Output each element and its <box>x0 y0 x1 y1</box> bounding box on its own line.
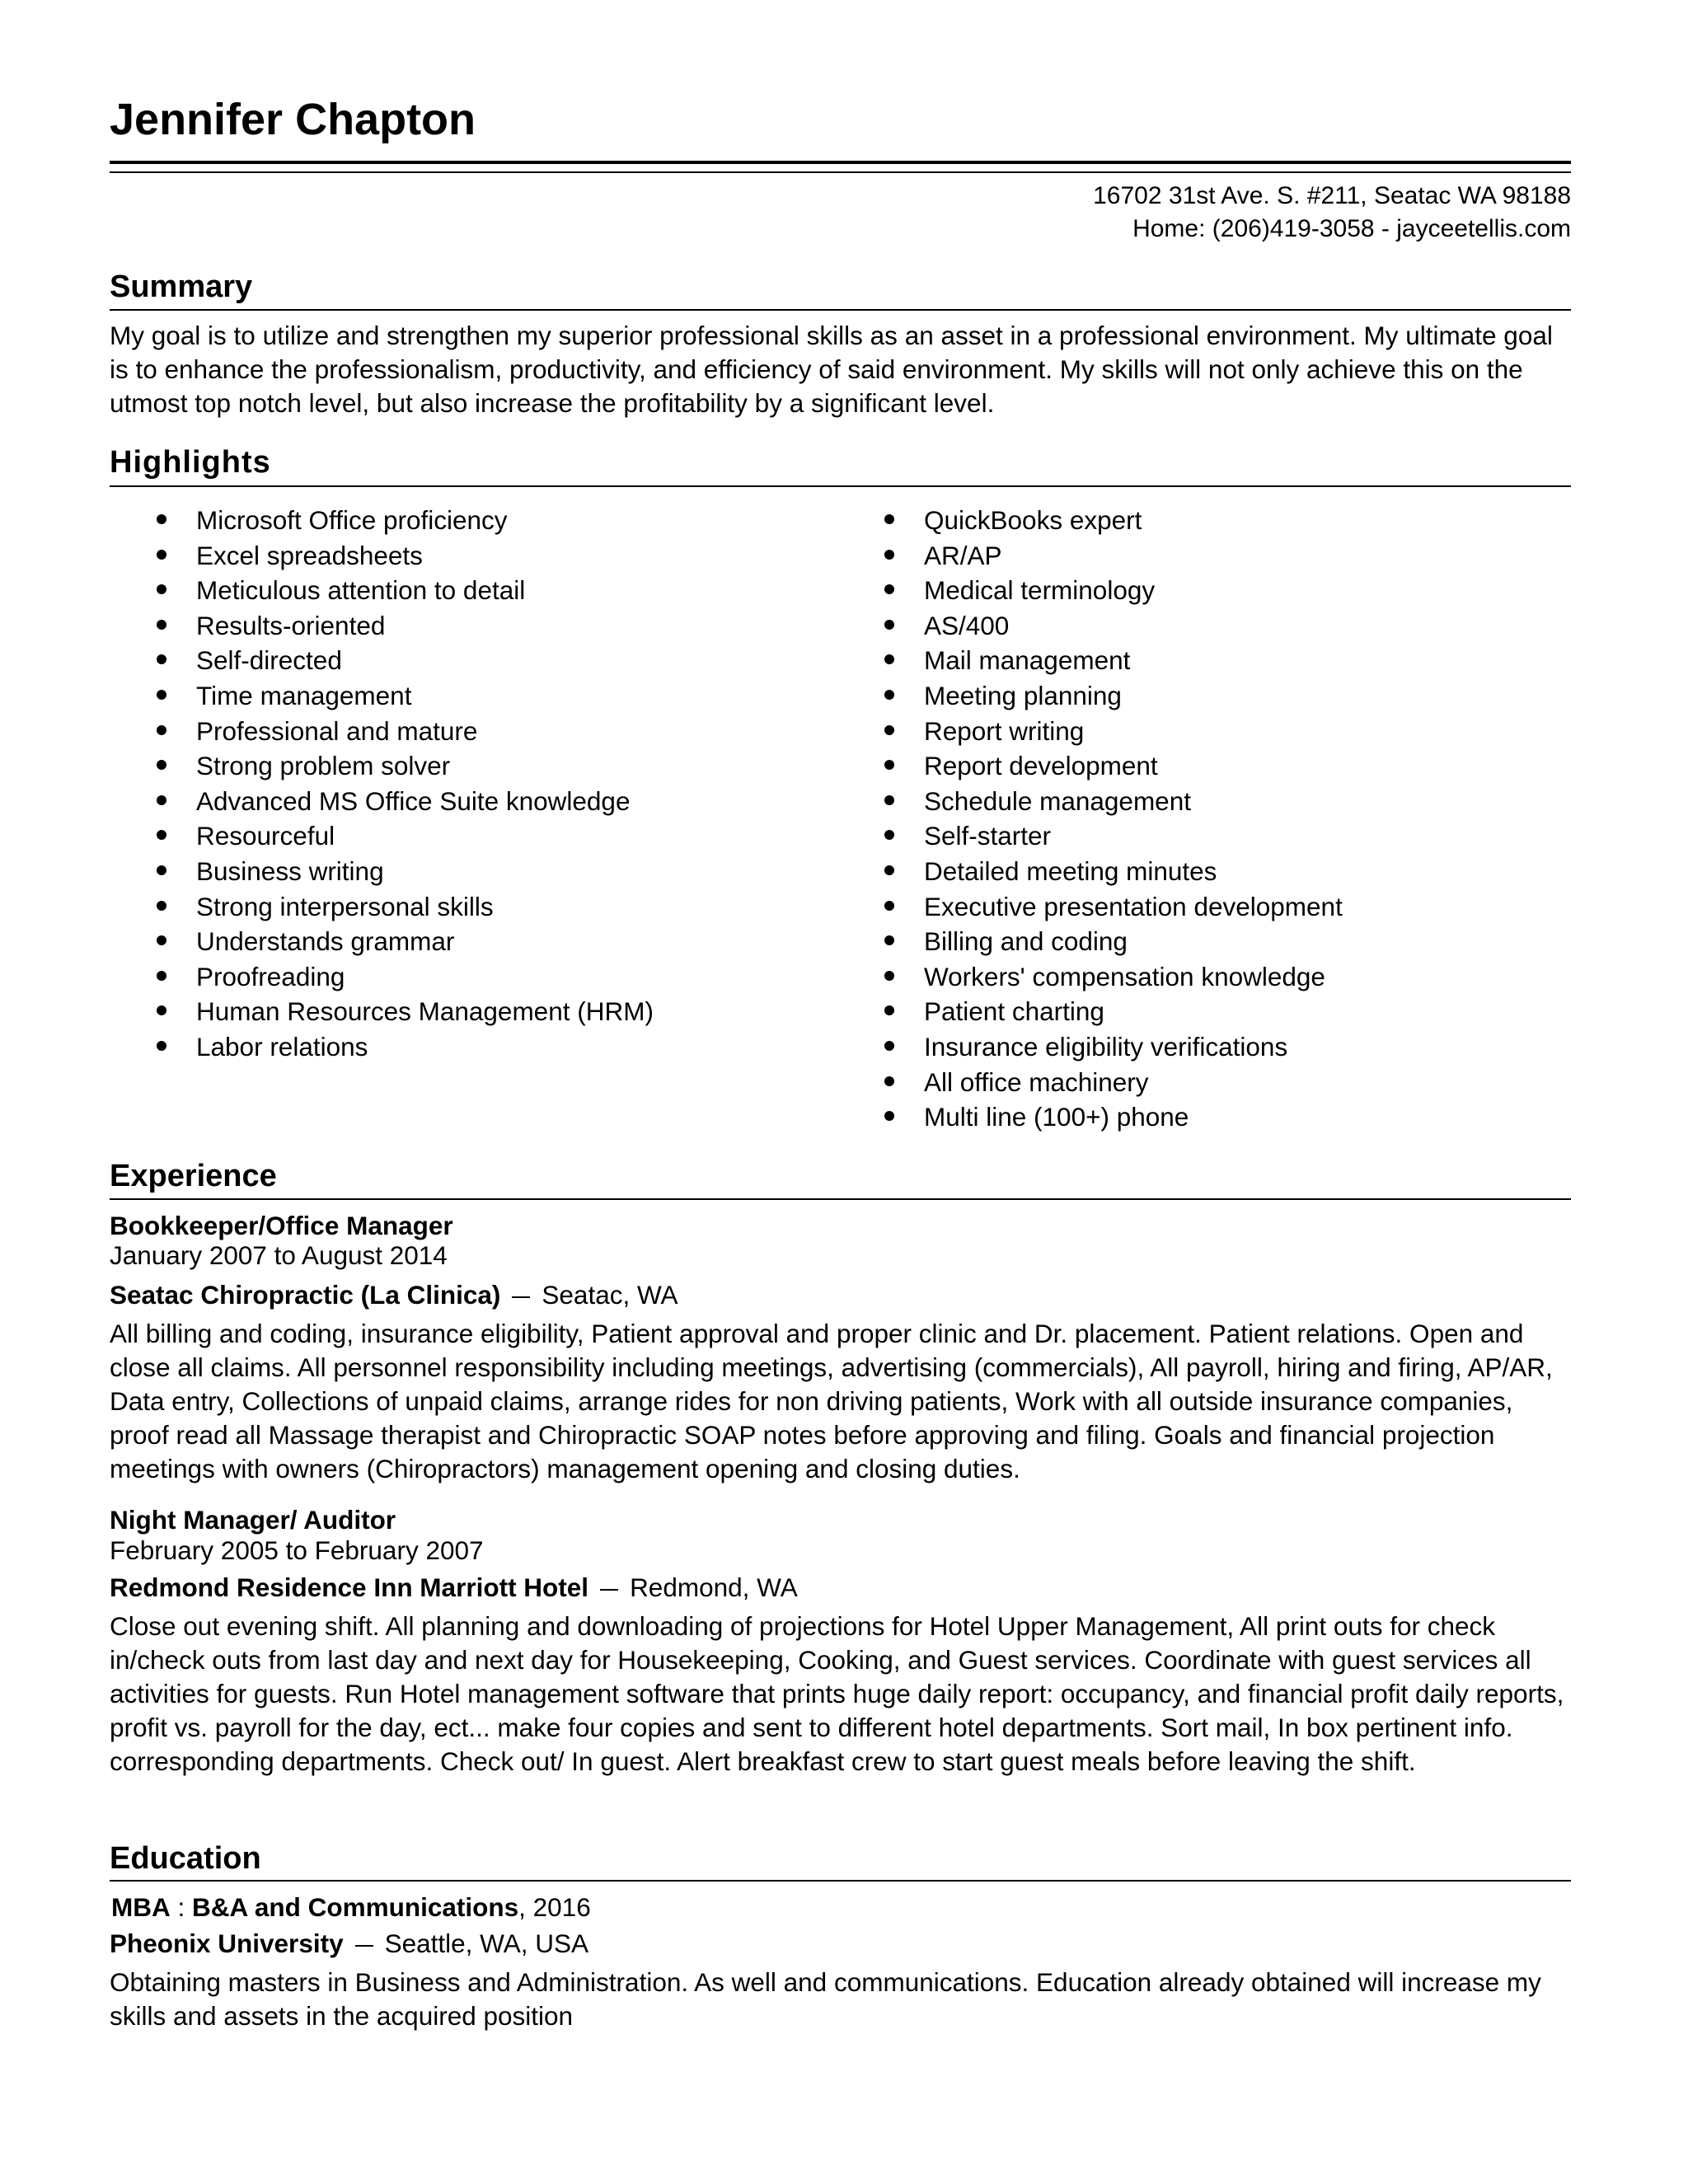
bullet-icon <box>884 935 894 945</box>
highlight-text: Meticulous attention to detail <box>196 575 526 606</box>
job-title: Bookkeeper/Office Manager <box>110 1211 453 1240</box>
bullet-icon <box>884 620 894 630</box>
highlight-item <box>110 608 654 644</box>
highlight-item <box>110 854 654 889</box>
highlight-text: Advanced MS Office Suite knowledge <box>196 785 631 816</box>
candidate-name: Jennifer Chapton <box>110 95 476 144</box>
highlight-item <box>837 959 1343 995</box>
highlight-text: Time management <box>196 680 412 710</box>
highlight-item <box>837 889 1343 925</box>
bullet-icon <box>157 795 166 805</box>
employer-location: Redmond, WA <box>630 1572 798 1602</box>
bullet-icon <box>157 690 166 700</box>
highlight-text: Labor relations <box>196 1031 368 1062</box>
education-description: Obtaining masters in Business and Administration. As well and communications. Education already obtained will increase my skills and assets in the acquired position <box>110 1967 1541 2031</box>
highlight-text: Patient charting <box>924 996 1104 1027</box>
highlight-item <box>110 538 654 574</box>
job-employer-line <box>110 1572 798 1602</box>
highlight-text: Human Resources Management (HRM) <box>196 996 654 1027</box>
degree-line: MBA : B&A and Communications, 2016 <box>111 1892 591 1922</box>
degree: MBA <box>111 1892 171 1922</box>
bullet-icon <box>157 865 166 875</box>
highlights-heading: Highlights <box>110 445 271 480</box>
highlight-text: Workers' compensation knowledge <box>924 961 1325 991</box>
school-location: Seattle, WA, USA <box>384 1929 589 1958</box>
bullet-icon <box>884 971 894 981</box>
job-title: Night Manager/ Auditor <box>110 1505 396 1535</box>
highlight-item <box>110 889 654 925</box>
highlight-item <box>837 608 1343 644</box>
bullet-icon <box>884 865 894 875</box>
highlight-text: Report development <box>924 751 1158 781</box>
highlight-text: AR/AP <box>924 540 1002 570</box>
highlight-item <box>110 784 654 819</box>
highlight-item <box>837 818 1343 854</box>
header-divider-thin <box>110 171 1571 173</box>
bullet-icon <box>884 725 894 735</box>
employer-name: Redmond Residence Inn Marriott Hotel <box>110 1572 589 1602</box>
bullet-icon <box>157 620 166 630</box>
education-divider <box>110 1880 1571 1882</box>
highlight-item <box>110 1029 654 1065</box>
employer-name: Seatac Chiropractic (La Clinica) <box>110 1280 501 1310</box>
highlight-text: Self-starter <box>924 821 1052 851</box>
highlight-text: Excel spreadsheets <box>196 540 423 570</box>
school-line <box>110 1931 588 1957</box>
highlight-text: Business writing <box>196 855 384 886</box>
highlights-divider <box>110 485 1571 487</box>
highlight-item <box>110 818 654 854</box>
highlight-text: Insurance eligibility verifications <box>924 1031 1288 1062</box>
phone-website: Home: (206)419-3058 - jayceetellis.com <box>1132 215 1571 242</box>
highlight-text: Meeting planning <box>924 680 1122 710</box>
highlight-text: Microsoft Office proficiency <box>196 505 508 535</box>
highlight-text: Professional and mature <box>196 715 478 746</box>
highlight-text: Self-directed <box>196 645 342 676</box>
bullet-icon <box>884 830 894 840</box>
bullet-icon <box>157 1041 166 1051</box>
summary-heading: Summary <box>110 269 253 304</box>
highlight-text: Billing and coding <box>924 926 1128 957</box>
bullet-icon <box>884 654 894 664</box>
bullet-icon <box>884 795 894 805</box>
highlight-item <box>837 854 1343 889</box>
highlight-item <box>110 959 654 995</box>
highlight-item <box>837 1065 1343 1100</box>
highlight-item <box>837 1099 1343 1135</box>
highlight-text: All office machinery <box>924 1066 1149 1097</box>
highlight-item <box>837 748 1343 784</box>
bullet-icon <box>884 901 894 911</box>
highlight-text: Executive presentation development <box>924 891 1343 921</box>
highlight-item <box>110 678 654 714</box>
highlight-text: Mail management <box>924 645 1131 676</box>
summary-divider <box>110 309 1571 311</box>
highlight-text: Understands grammar <box>196 926 455 957</box>
highlight-item <box>837 714 1343 749</box>
bullet-icon <box>157 654 166 664</box>
dash-separator <box>600 1589 618 1591</box>
summary-text: My goal is to utilize and strengthen my superior professional skills as an asset in a professional environment. My ultimate goal is to enhance the professionalism, productivity, and efficiency of said environment. My skills will not only achieve this on the utmost top notch level, but also increase the profitability by a significant level. <box>110 321 1553 418</box>
job-dates: February 2005 to February 2007 <box>110 1535 484 1565</box>
highlight-item <box>110 924 654 959</box>
highlight-text: Strong interpersonal skills <box>196 891 494 921</box>
highlights-right-list <box>837 503 1343 1135</box>
school-name: Pheonix University <box>110 1929 344 1958</box>
highlight-item <box>110 643 654 678</box>
bullet-icon <box>884 514 894 524</box>
highlight-item <box>110 503 654 538</box>
bullet-icon <box>157 725 166 735</box>
job-employer-line <box>110 1282 678 1309</box>
highlight-text: Schedule management <box>924 785 1191 816</box>
highlight-text: Detailed meeting minutes <box>924 855 1217 886</box>
highlight-item <box>110 994 654 1029</box>
highlight-text: Proofreading <box>196 961 345 991</box>
header-divider-thick <box>110 161 1571 164</box>
highlight-item <box>837 784 1343 819</box>
dash-separator <box>355 1945 373 1947</box>
highlight-item <box>837 643 1343 678</box>
bullet-icon <box>157 550 166 560</box>
bullet-icon <box>884 1076 894 1086</box>
highlight-text: Resourceful <box>196 821 335 851</box>
bullet-icon <box>157 514 166 524</box>
bullet-icon <box>884 1041 894 1051</box>
experience-heading: Experience <box>110 1159 277 1193</box>
highlight-item <box>837 503 1343 538</box>
highlight-item <box>110 714 654 749</box>
bullet-icon <box>884 584 894 594</box>
bullet-icon <box>884 550 894 560</box>
highlights-left-list <box>110 503 654 1065</box>
highlight-item <box>837 538 1343 574</box>
highlight-item <box>837 924 1343 959</box>
highlight-text: Report writing <box>924 715 1085 746</box>
dash-separator <box>512 1296 530 1298</box>
job-description: Close out evening shift. All planning and downloading of projections for Hotel Upper Management, All print outs for check in/check outs from last day and next day for Housekeeping, Cooking, and Guest services. Coordinate with guest services all activities for guests. Run Hotel management software that prints huge daily report: occupancy, and financial profit daily reports, profit vs. payroll for the day, ect... make four copies and sent to different hotel departments. Sort mail, In box pertinent info. corresponding departments. Check out/ In guest. Alert breakfast crew to start guest meals before leaving the shift. <box>110 1611 1564 1776</box>
bullet-icon <box>157 901 166 911</box>
job-description: All billing and coding, insurance eligibility, Patient approval and proper clinic and Dr. placement. Patient relations. Open and close all claims. All personnel responsibility including meetings, advertising (commercials), All payroll, hiring and firing, AP/AR, Data entry, Collections of unpaid claims, arrange rides for non driving patients, Work with all outside insurance companies, proof read all Massage therapist and Chiropractic SOAP notes before approving and filing. Goals and financial projection meetings with owners (Chiropractors) management opening and closing duties. <box>110 1319 1553 1483</box>
job-dates: January 2007 to August 2014 <box>110 1240 448 1270</box>
highlight-item <box>837 1029 1343 1065</box>
bullet-icon <box>884 760 894 770</box>
education-heading: Education <box>110 1841 261 1876</box>
bullet-icon <box>157 971 166 981</box>
highlight-item <box>837 994 1343 1029</box>
bullet-icon <box>157 830 166 840</box>
experience-divider <box>110 1198 1571 1200</box>
highlight-text: Medical terminology <box>924 575 1156 606</box>
highlight-item <box>110 573 654 608</box>
highlight-text: AS/400 <box>924 610 1010 640</box>
address: 16702 31st Ave. S. #211, Seatac WA 98188 <box>1093 182 1571 209</box>
highlight-text: Multi line (100+) phone <box>924 1102 1189 1132</box>
bullet-icon <box>157 1005 166 1015</box>
bullet-icon <box>884 1005 894 1015</box>
bullet-icon <box>884 1111 894 1121</box>
highlight-text: Results-oriented <box>196 610 386 640</box>
bullet-icon <box>157 584 166 594</box>
highlight-item <box>837 678 1343 714</box>
highlight-item <box>837 573 1343 608</box>
bullet-icon <box>157 935 166 945</box>
degree-year: 2016 <box>532 1892 591 1922</box>
employer-location: Seatac, WA <box>542 1280 678 1310</box>
highlight-text: QuickBooks expert <box>924 505 1142 535</box>
degree-field: B&A and Communications <box>192 1892 519 1922</box>
contact-block <box>1093 180 1571 246</box>
highlight-item <box>110 748 654 784</box>
bullet-icon <box>884 690 894 700</box>
highlight-text: Strong problem solver <box>196 751 451 781</box>
bullet-icon <box>157 760 166 770</box>
